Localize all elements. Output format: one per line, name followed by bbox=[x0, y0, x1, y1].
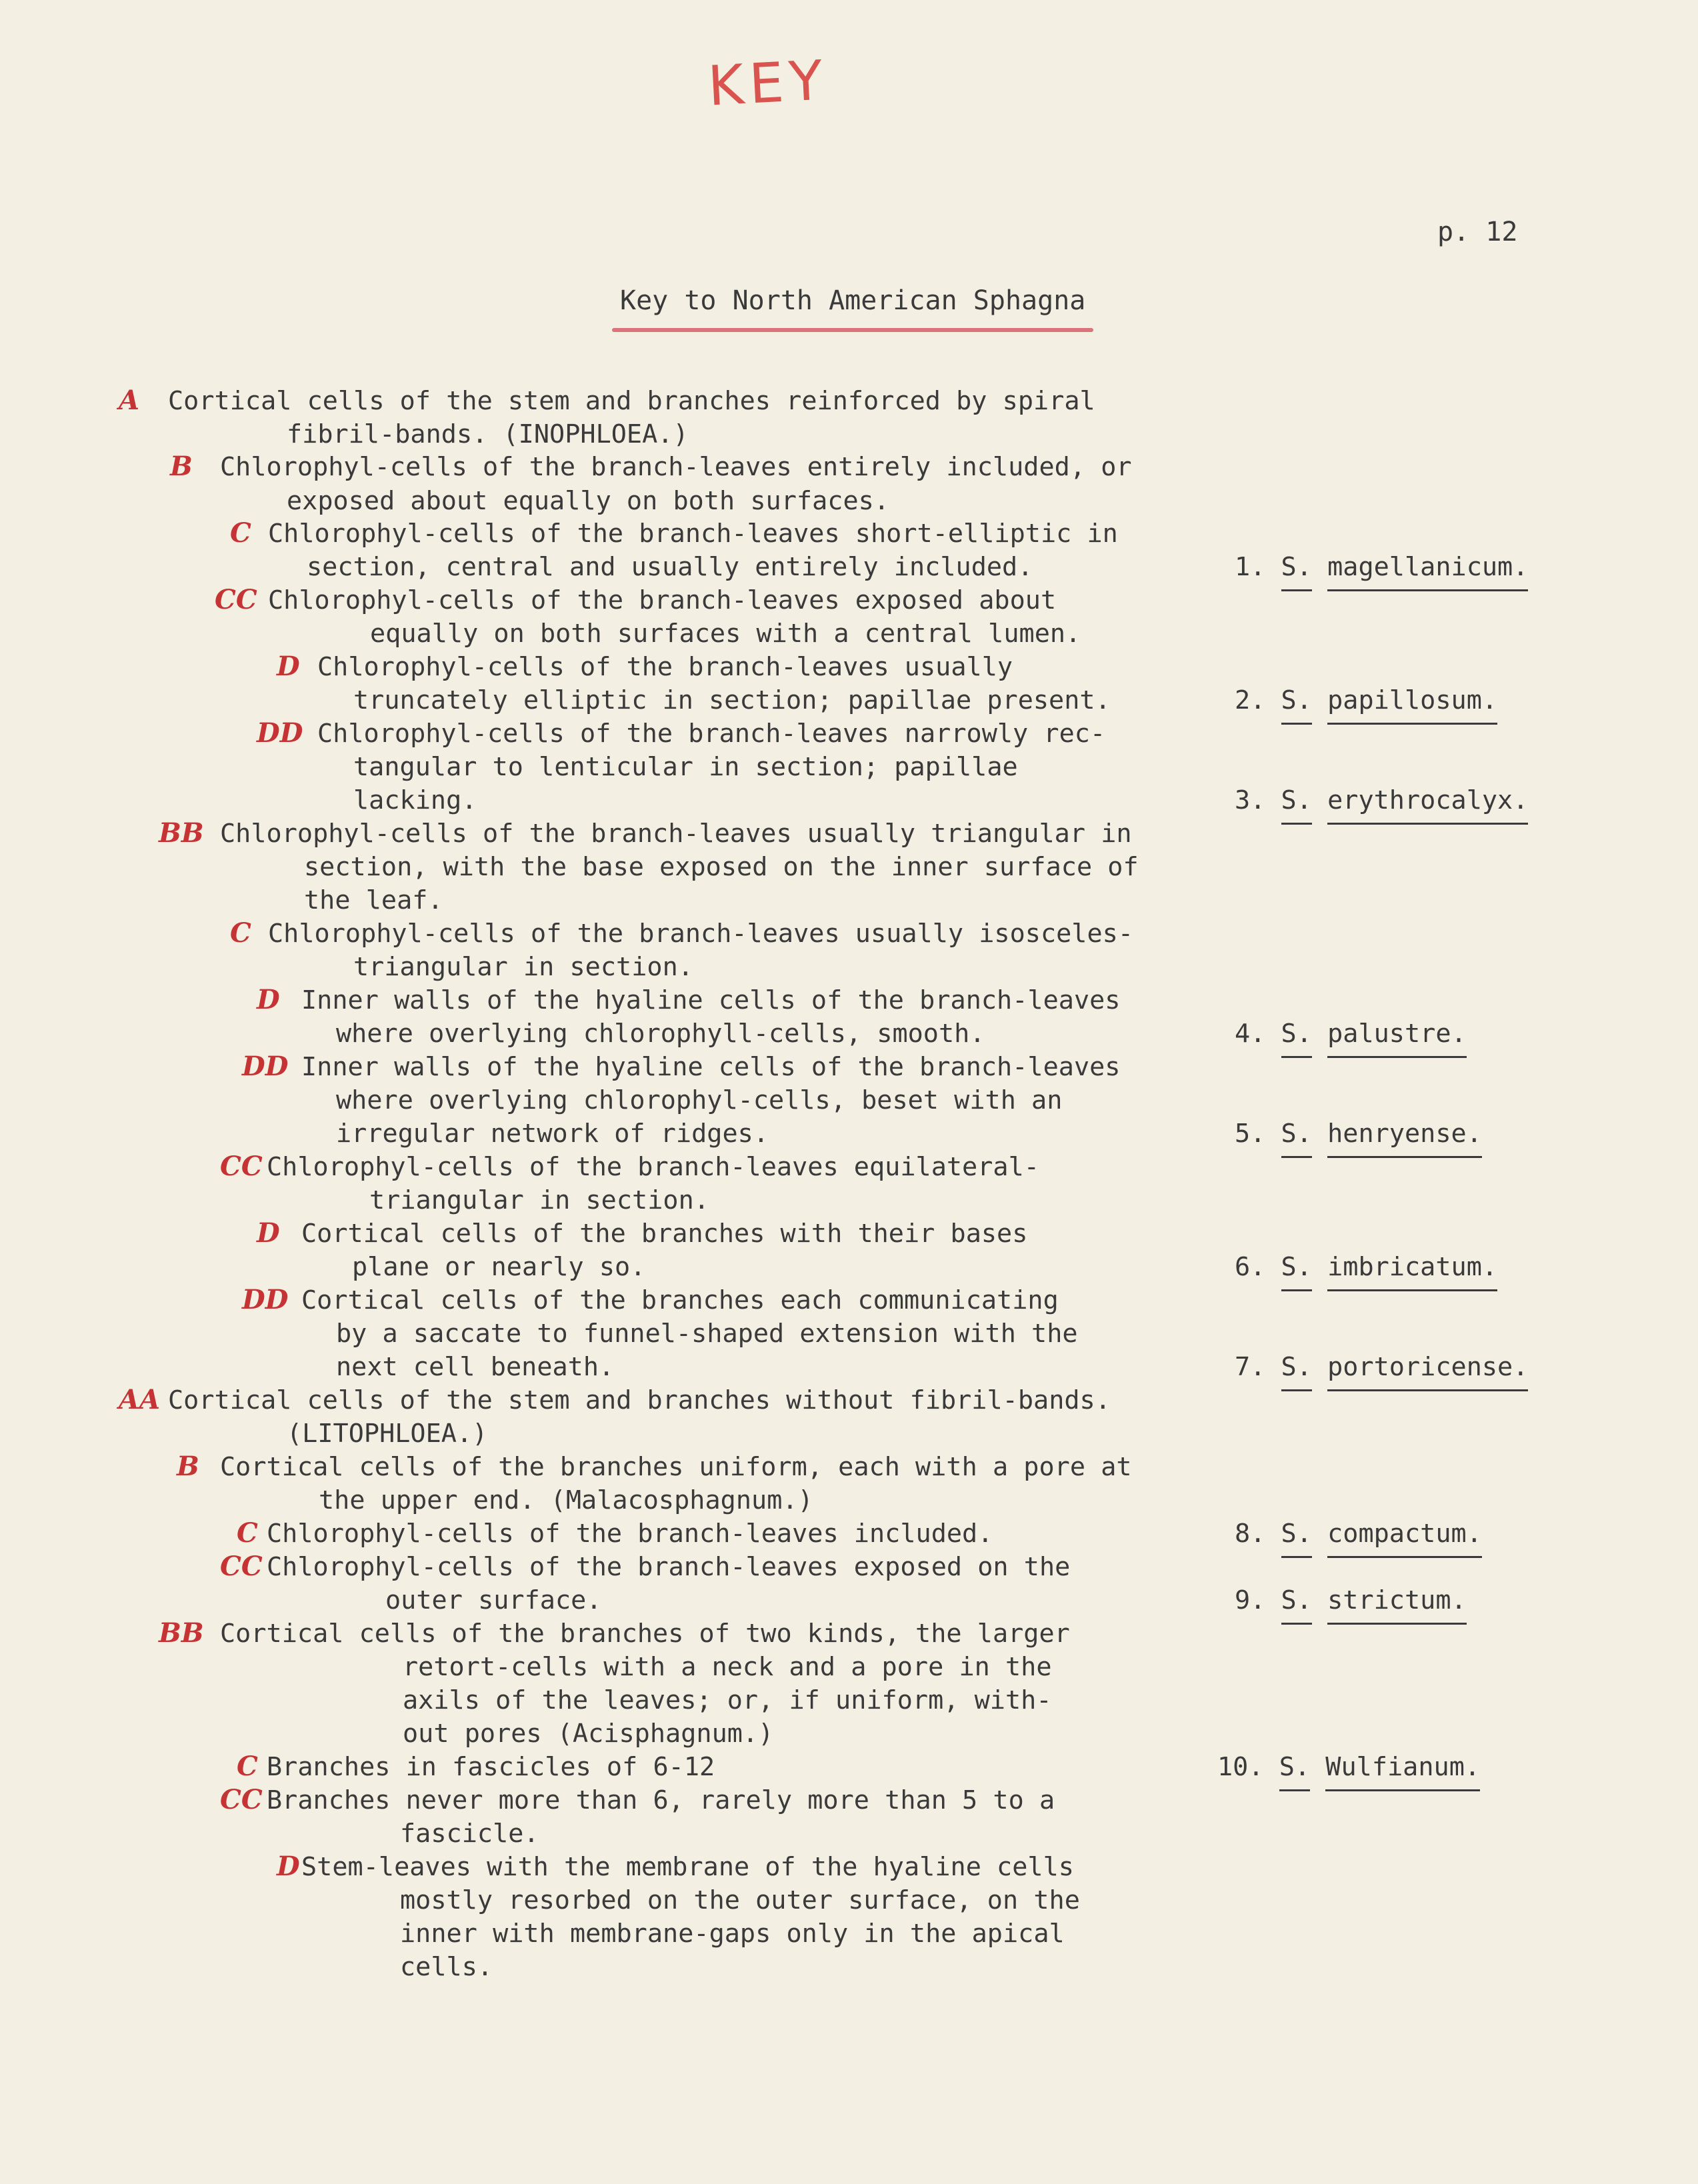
species-number: 2. bbox=[1235, 685, 1266, 715]
species-number: 10. bbox=[1217, 1752, 1264, 1782]
key-rank-marker: D bbox=[277, 651, 300, 682]
key-line: Cortical cells of the branches uniform, each with a pore at bbox=[220, 1452, 1132, 1482]
key-rank-marker: C bbox=[237, 1751, 258, 1782]
key-line: fascicle. bbox=[400, 1819, 539, 1849]
key-line: Inner walls of the hyaline cells of the branch-leaves bbox=[301, 1052, 1121, 1082]
key-line: Chlorophyl-cells of the branch-leaves usually triangular in bbox=[220, 819, 1132, 849]
key-line: Chlorophyl-cells of the branch-leaves included. bbox=[267, 1519, 993, 1549]
key-line: outer surface. bbox=[385, 1585, 602, 1615]
key-line: Chlorophyl-cells of the branch-leaves entirely included, or bbox=[220, 452, 1132, 482]
key-line: plane or nearly so. bbox=[352, 1252, 646, 1282]
genus-abbrev: S. bbox=[1281, 1352, 1312, 1382]
key-line: retort-cells with a neck and a pore in the bbox=[403, 1652, 1052, 1682]
species-number: 6. bbox=[1235, 1252, 1266, 1282]
key-line: Chlorophyl-cells of the branch-leaves equilateral- bbox=[267, 1152, 1039, 1182]
key-line: section, with the base exposed on the inner surface of bbox=[304, 852, 1139, 882]
species-epithet: portoricense. bbox=[1327, 1352, 1529, 1382]
key-rank-marker: D bbox=[257, 1217, 280, 1249]
species-epithet: magellanicum. bbox=[1327, 552, 1529, 582]
species-number: 7. bbox=[1235, 1352, 1266, 1382]
key-rank-marker: BB bbox=[159, 817, 204, 849]
key-line: Cortical cells of the stem and branches reinforced by spiral bbox=[168, 386, 1095, 416]
species-answer bbox=[1235, 1352, 1529, 1382]
key-line: inner with membrane-gaps only in the apical bbox=[400, 1919, 1065, 1949]
genus-abbrev: S. bbox=[1281, 685, 1312, 715]
key-rank-marker: D bbox=[277, 1851, 300, 1882]
key-line: triangular in section. bbox=[353, 952, 693, 982]
key-line: triangular in section. bbox=[369, 1185, 709, 1215]
key-line: cells. bbox=[400, 1952, 493, 1982]
key-line: exposed about equally on both surfaces. bbox=[287, 486, 889, 516]
key-line: by a saccate to funnel-shaped extension with the bbox=[336, 1319, 1078, 1349]
species-epithet: imbricatum. bbox=[1327, 1252, 1498, 1282]
key-line: mostly resorbed on the outer surface, on the bbox=[400, 1885, 1080, 1915]
key-line: where overlying chlorophyl-cells, beset with an bbox=[336, 1085, 1063, 1115]
page-title: Key to North American Sphagna bbox=[620, 285, 1086, 316]
key-rank-marker: CC bbox=[220, 1151, 263, 1182]
key-line: irregular network of ridges. bbox=[336, 1119, 769, 1149]
key-line: lacking. bbox=[353, 785, 477, 815]
species-answer bbox=[1235, 1585, 1467, 1615]
species-number: 5. bbox=[1235, 1119, 1266, 1149]
key-rank-marker: C bbox=[237, 1517, 258, 1549]
species-number: 3. bbox=[1235, 785, 1266, 815]
species-epithet: compactum. bbox=[1327, 1519, 1482, 1549]
species-answer bbox=[1235, 1252, 1498, 1282]
species-number: 8. bbox=[1235, 1519, 1266, 1549]
key-line: Chlorophyl-cells of the branch-leaves usually bbox=[317, 652, 1013, 682]
species-epithet: papillosum. bbox=[1327, 685, 1498, 715]
key-line: section, central and usually entirely included. bbox=[307, 552, 1033, 582]
handwritten-key-annotation: KEY bbox=[706, 49, 830, 119]
key-line: Chlorophyl-cells of the branch-leaves short-elliptic in bbox=[268, 519, 1118, 549]
species-epithet: palustre. bbox=[1327, 1019, 1467, 1049]
key-rank-marker: CC bbox=[220, 1784, 263, 1815]
key-line: Stem-leaves with the membrane of the hyaline cells bbox=[301, 1852, 1074, 1882]
species-answer bbox=[1235, 1021, 1467, 1047]
key-line: Cortical cells of the branches each communicating bbox=[301, 1285, 1059, 1315]
key-line: the upper end. (Malacosphagnum.) bbox=[319, 1485, 813, 1515]
key-line: fibril-bands. (INOPHLOEA.) bbox=[287, 419, 689, 449]
genus-abbrev: S. bbox=[1281, 1019, 1312, 1049]
key-rank-marker: B bbox=[170, 451, 193, 482]
genus-abbrev: S. bbox=[1279, 1752, 1311, 1782]
key-line: where overlying chlorophyll-cells, smooth. bbox=[336, 1019, 985, 1049]
key-line: Cortical cells of the branches of two kinds, the larger bbox=[220, 1619, 1070, 1649]
key-rank-marker: D bbox=[257, 984, 280, 1015]
key-line: Chlorophyl-cells of the branch-leaves narrowly rec- bbox=[317, 719, 1106, 749]
key-rank-marker: DD bbox=[242, 1051, 289, 1082]
key-rank-marker: BB bbox=[159, 1617, 204, 1649]
key-line: equally on both surfaces with a central lumen. bbox=[370, 619, 1081, 649]
key-rank-marker: DD bbox=[257, 717, 303, 749]
species-number: 4. bbox=[1235, 1019, 1266, 1049]
key-line: (LITOPHLOEA.) bbox=[287, 1419, 488, 1449]
key-line: Cortical cells of the stem and branches without fibril-bands. bbox=[168, 1385, 1111, 1415]
key-line: truncately elliptic in section; papillae present. bbox=[353, 685, 1111, 715]
key-line: tangular to lenticular in section; papillae bbox=[353, 752, 1018, 782]
species-answer bbox=[1235, 685, 1498, 715]
key-line: Chlorophyl-cells of the branch-leaves exposed about bbox=[268, 585, 1057, 615]
genus-abbrev: S. bbox=[1281, 1119, 1312, 1149]
species-epithet: strictum. bbox=[1327, 1585, 1467, 1615]
title-underline bbox=[612, 328, 1093, 332]
species-number: 9. bbox=[1235, 1585, 1266, 1615]
genus-abbrev: S. bbox=[1281, 1585, 1312, 1615]
species-answer bbox=[1235, 552, 1529, 582]
species-answer bbox=[1217, 1752, 1481, 1782]
species-epithet: erythrocalyx. bbox=[1327, 785, 1529, 815]
key-rank-marker: AA bbox=[119, 1384, 161, 1415]
species-answer bbox=[1235, 785, 1529, 815]
genus-abbrev: S. bbox=[1281, 1252, 1312, 1282]
page-number: p. 12 bbox=[1437, 217, 1518, 247]
species-answer bbox=[1235, 1521, 1482, 1547]
key-rank-marker: B bbox=[177, 1451, 199, 1482]
key-line: axils of the leaves; or, if uniform, with- bbox=[403, 1685, 1052, 1715]
genus-abbrev: S. bbox=[1281, 552, 1312, 582]
key-rank-marker: CC bbox=[220, 1551, 263, 1582]
key-rank-marker: CC bbox=[215, 584, 257, 615]
species-number: 1. bbox=[1235, 552, 1266, 582]
key-line: Chlorophyl-cells of the branch-leaves exposed on the bbox=[267, 1552, 1071, 1582]
key-line: Cortical cells of the branches with their bases bbox=[301, 1219, 1028, 1249]
key-rank-marker: C bbox=[230, 917, 251, 949]
key-rank-marker: C bbox=[230, 517, 251, 549]
genus-abbrev: S. bbox=[1281, 785, 1312, 815]
key-line: out pores (Acisphagnum.) bbox=[403, 1719, 774, 1749]
species-answer bbox=[1235, 1121, 1482, 1147]
key-line: the leaf. bbox=[304, 885, 443, 915]
key-rank-marker: A bbox=[119, 385, 140, 416]
key-line: Chlorophyl-cells of the branch-leaves usually isosceles- bbox=[268, 919, 1134, 949]
genus-abbrev: S. bbox=[1281, 1519, 1312, 1549]
key-line: next cell beneath. bbox=[336, 1352, 615, 1382]
key-line: Inner walls of the hyaline cells of the branch-leaves bbox=[301, 985, 1121, 1015]
species-epithet: henryense. bbox=[1327, 1119, 1482, 1149]
key-line: Branches in fascicles of 6-12 bbox=[267, 1752, 715, 1782]
species-epithet: Wulfianum. bbox=[1325, 1752, 1481, 1782]
key-line: Branches never more than 6, rarely more than 5 to a bbox=[267, 1785, 1055, 1815]
key-rank-marker: DD bbox=[242, 1284, 289, 1315]
